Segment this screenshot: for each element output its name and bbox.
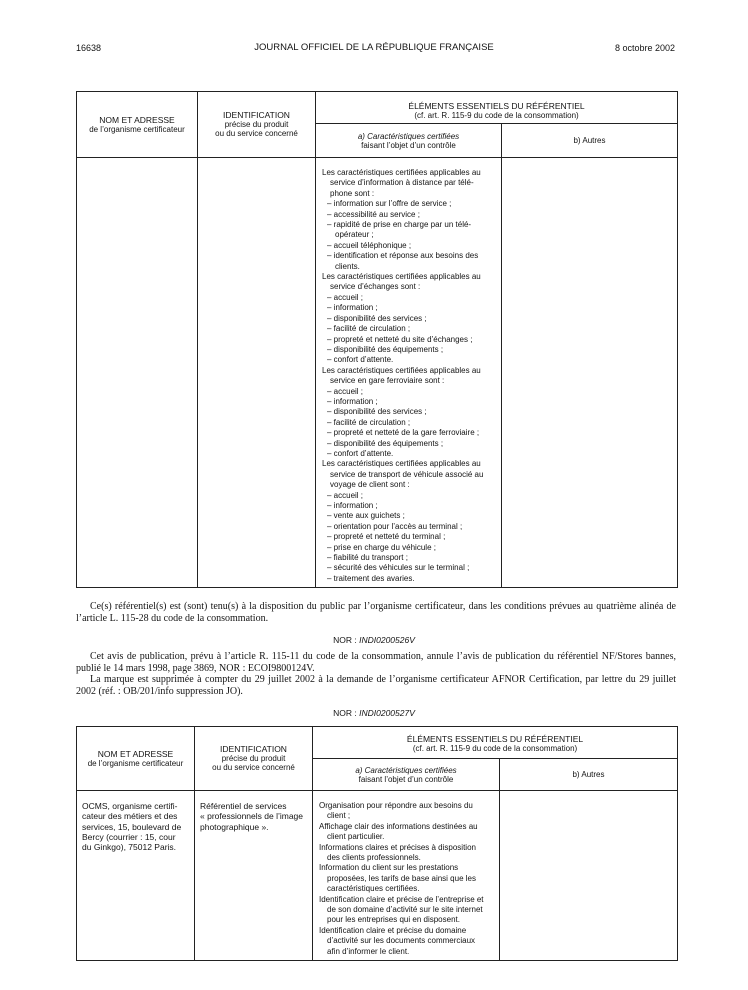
address-line: du Ginkgo), 75012 Paris. [82, 842, 177, 853]
caracteristique-line: – accessibilité au service ; [327, 209, 420, 219]
caracteristique-line: Affichage clair des informations destinées au [319, 821, 478, 831]
caracteristique-line: de son domaine d’activité sur le site internet [327, 905, 483, 915]
caracteristique-line: Les caractéristiques certifiées applicables au [322, 272, 481, 282]
referentiel-line: Référentiel de services [200, 801, 287, 811]
caracteristique-line: – confort d’attente. [327, 355, 394, 365]
header-caracteristiques: a) Caractéristiques certifiées faisant l’objet d’un contrôle [316, 124, 502, 158]
caracteristique-line: d’activité sur les documents commerciaux [327, 936, 476, 946]
header-elements-essentiels: ÉLÉMENTS ESSENTIELS DU RÉFÉRENTIEL (cf. art. R. 115-9 du code de la consommation) [316, 92, 678, 124]
caracteristique-line: – information ; [327, 396, 378, 406]
cell-autres-empty-2 [500, 791, 678, 961]
caracteristique-line: – accueil ; [327, 292, 364, 302]
address-line: services, 15, boulevard de [82, 821, 182, 832]
address-line: cateur des métiers et des [82, 811, 178, 822]
caracteristique-line: phone sont : [330, 188, 375, 198]
caracteristique-line: – facilité de circulation ; [327, 417, 411, 427]
caracteristique-line: Identification claire et précise de l’entreprise et [319, 894, 484, 904]
caracteristique-line: opérateur ; [335, 230, 374, 240]
caracteristique-line: Information du client sur les prestations [319, 863, 459, 873]
caracteristique-line: – fiabilité du transport ; [327, 553, 408, 563]
caracteristique-line: Les caractéristiques certifiées applicables au [322, 168, 481, 177]
caracteristiques-list-2 [319, 801, 493, 957]
header2-caracteristiques: a) Caractéristiques certifiées faisant l’objet d’un contrôle [313, 759, 500, 791]
caracteristique-line: – facilité de circulation ; [327, 324, 411, 334]
caracteristique-line: service en gare ferroviaire sont : [330, 376, 445, 386]
caracteristique-line: Informations claires et précises à disposition [319, 842, 476, 852]
caracteristique-line: – disponibilité des équipements ; [327, 438, 444, 448]
referentiel-line: photographique ». [200, 821, 269, 832]
cell-caracteristiques [316, 158, 502, 588]
caracteristique-line: proposées, les tarifs de base ainsi que les [327, 873, 476, 883]
address-line: Bercy (courrier : 15, cour [82, 831, 176, 842]
certification-table-1 [76, 91, 678, 588]
caracteristique-line: service de transport de véhicule associé au [330, 469, 484, 479]
caracteristique-line: client ; [327, 811, 351, 821]
header2-autres: b) Autres [500, 759, 678, 791]
paragraph-annulation: Cet avis de publication, prévu à l’article R. 115-11 du code de la consommation, annule l’avis de publication du référentiel NF/Stores bannes, publié le 14 mars 1998, page 3869, NOR : ECOI9800124V. [76, 651, 676, 674]
header-autres: b) Autres [502, 124, 678, 158]
organisme-address [82, 801, 190, 852]
cell-organisme-ocms [77, 791, 195, 961]
nor-1: NOR : INDI0200526V [333, 635, 415, 645]
page-date: 8 octobre 2002 [614, 43, 675, 53]
caracteristique-line: service d’échanges sont : [330, 282, 421, 292]
caracteristiques-list [322, 168, 495, 584]
caracteristique-line: – sécurité des véhicules sur le terminal ; [327, 563, 470, 573]
cell-referentiel [195, 791, 313, 961]
cell-identification-empty [198, 158, 316, 588]
address-line: OCMS, organisme certifi- [82, 801, 178, 811]
caracteristique-line: – rapidité de prise en charge par un télé- [327, 220, 472, 230]
caracteristique-line: – propreté et netteté du terminal ; [327, 532, 446, 542]
caracteristique-line: – information sur l’offre de service ; [327, 199, 452, 209]
paragraph-suppression: La marque est supprimée à compter du 29 juillet 2002 à la demande de l’organisme certificateur AFNOR Certification, par lettre du 29 juillet 2002 (réf. : OB/201/info suppression JO). [76, 674, 676, 697]
caracteristique-line: – identification et réponse aux besoins des [327, 251, 479, 261]
caracteristique-line: – confort d’attente. [327, 448, 394, 458]
header-nom-adresse: NOM ET ADRESSE de l’organisme certificateur [77, 92, 198, 158]
header-identification: IDENTIFICATION précise du produit ou du service concerné [198, 92, 316, 158]
nor-2: NOR : INDI0200527V [333, 708, 415, 718]
caracteristique-line: Organisation pour répondre aux besoins du [319, 801, 473, 810]
header2-elements-essentiels: ÉLÉMENTS ESSENTIELS DU RÉFÉRENTIEL (cf. art. R. 115-9 du code de la consommation) [313, 727, 678, 759]
referentiel-line: « professionnels de l’image [200, 811, 304, 822]
header2-nom-adresse: NOM ET ADRESSE de l’organisme certificateur [77, 727, 195, 791]
caracteristique-line: – accueil ; [327, 386, 364, 396]
caracteristique-line: – disponibilité des services ; [327, 407, 427, 417]
caracteristique-line: – propreté et netteté du site d’échanges ; [327, 334, 473, 344]
paragraph-disposition: Ce(s) référentiel(s) est (sont) tenu(s) à la disposition du public par l’organisme certificateur, dans les conditions prévues au quatrième alinéa de l’article L. 115-28 du code de la consommation. [76, 601, 676, 624]
caracteristique-line: – vente aux guichets ; [327, 511, 405, 521]
caracteristique-line: service d’information à distance par télé- [330, 178, 474, 188]
referentiel-name [200, 801, 308, 832]
caracteristique-line: – orientation pour l’accès au terminal ; [327, 521, 463, 531]
caracteristique-line: – information ; [327, 501, 378, 510]
page-number: 16638 [76, 43, 102, 53]
caracteristique-line: – propreté et netteté de la gare ferroviaire ; [327, 428, 480, 438]
caracteristique-line: Les caractéristiques certifiées applicables au [322, 459, 481, 469]
cell-caracteristiques-2 [313, 791, 500, 961]
caracteristique-line: Identification claire et précise du domaine [319, 925, 467, 935]
caracteristique-line: des clients professionnels. [327, 853, 421, 863]
caracteristique-line: caractéristiques certifiées. [327, 884, 420, 894]
caracteristique-line: – accueil téléphonique ; [327, 240, 412, 250]
certification-table-2 [76, 726, 678, 961]
caracteristique-line: – accueil ; [327, 490, 364, 500]
caracteristique-line: – prise en charge du véhicule ; [327, 542, 436, 552]
caracteristique-line: client particulier. [327, 832, 385, 842]
journal-title: JOURNAL OFFICIEL DE LA RÉPUBLIQUE FRANÇAISE [254, 42, 494, 53]
caracteristique-line: voyage de client sont : [330, 480, 410, 490]
header2-identification: IDENTIFICATION précise du produit ou du service concerné [195, 727, 313, 791]
caracteristique-line: clients. [335, 261, 360, 271]
caracteristique-line: – disponibilité des services ; [327, 313, 427, 323]
caracteristique-line: Les caractéristiques certifiées applicables au [322, 365, 481, 375]
caracteristique-line: afin d’informer le client. [327, 946, 410, 956]
caracteristique-line: – information ; [327, 303, 378, 313]
caracteristique-line: – traitement des avaries. [327, 573, 415, 583]
caracteristique-line: – disponibilité des équipements ; [327, 344, 444, 354]
cell-autres-empty [502, 158, 678, 588]
caracteristique-line: pour les entreprises qui en disposent. [327, 915, 460, 925]
cell-organisme-empty [77, 158, 198, 588]
